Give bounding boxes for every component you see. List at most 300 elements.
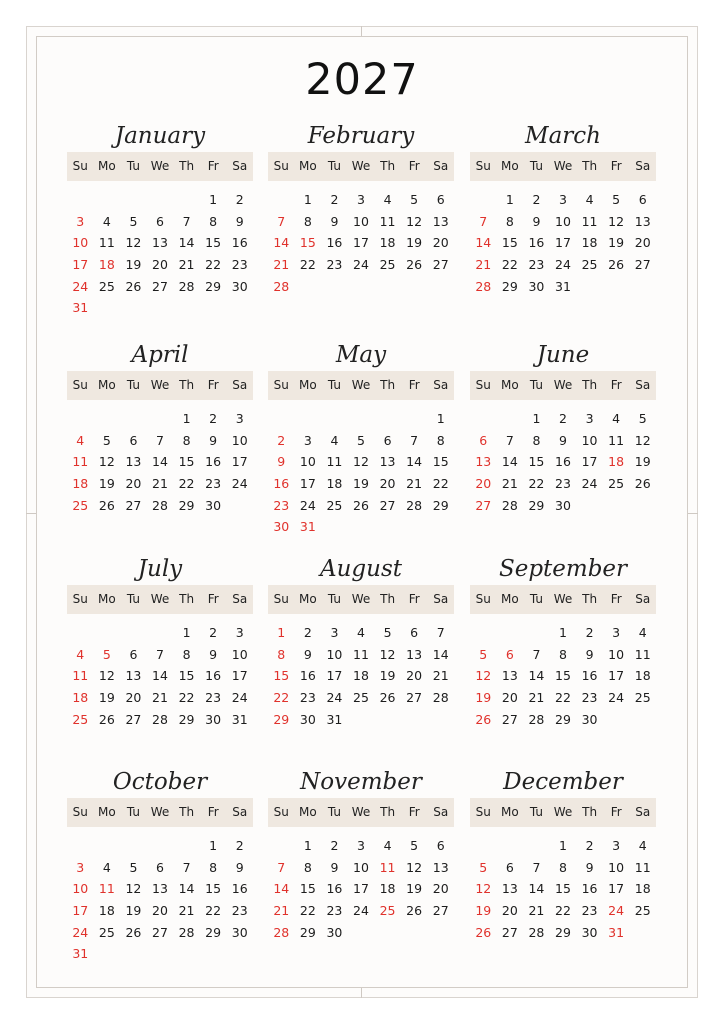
day-cell: 25: [98, 924, 115, 940]
weekday-label: Fr: [610, 592, 622, 606]
day-cell: 16: [581, 668, 598, 684]
day-cell: 6: [638, 192, 647, 207]
empty-cell: [348, 408, 375, 430]
weekday-label: We: [351, 378, 371, 392]
day-cell: 20: [432, 235, 449, 251]
day-cell: 23: [273, 497, 290, 513]
day-cell: 3: [76, 859, 85, 875]
day-cell: 21: [475, 257, 492, 273]
day-cell: 18: [634, 668, 651, 684]
day-cell: 21: [178, 257, 195, 273]
day-cell: 25: [634, 690, 651, 706]
empty-cell: [94, 408, 121, 430]
day-cell: 14: [273, 881, 290, 897]
day-cell: 19: [608, 235, 625, 251]
day-cell: 26: [353, 497, 369, 513]
day-cell: 19: [98, 690, 115, 706]
day-cell: 29: [432, 497, 449, 513]
day-cell: 6: [505, 646, 514, 662]
weekday-label: Mo: [299, 592, 317, 606]
weekday-label: Th: [582, 378, 598, 392]
month-name: April: [131, 342, 189, 368]
day-cell: 26: [125, 924, 142, 940]
day-cell: 7: [410, 432, 419, 448]
day-cell: 9: [235, 213, 244, 229]
day-cell: 30: [326, 924, 343, 940]
empty-cell: [268, 408, 295, 430]
weekday-label: Sa: [232, 592, 248, 606]
day-cell: 12: [406, 859, 423, 875]
day-cell: 5: [410, 838, 419, 853]
weekday-label: We: [553, 592, 573, 606]
day-cell: 10: [326, 646, 343, 662]
empty-cell: [470, 189, 497, 211]
day-cell: 28: [178, 278, 195, 294]
day-cell: 2: [532, 192, 541, 207]
day-cell: 21: [273, 903, 290, 919]
weekday-label: Tu: [126, 805, 140, 819]
weekday-label: Tu: [126, 159, 140, 173]
empty-cell: [147, 408, 174, 430]
day-cell: 31: [299, 519, 316, 535]
weekday-label: Sa: [635, 805, 651, 819]
weekday-label: We: [150, 592, 170, 606]
month-name: October: [112, 769, 208, 795]
empty-cell: [497, 835, 524, 857]
day-cell: 2: [303, 625, 312, 640]
weekday-label: Fr: [207, 378, 219, 392]
day-cell: 26: [98, 711, 115, 727]
border-tick: [361, 988, 362, 998]
day-cell: 9: [585, 859, 594, 875]
empty-cell: [94, 622, 121, 644]
day-cell: 30: [205, 711, 222, 727]
weekday-label: Sa: [433, 159, 449, 173]
day-cell: 13: [152, 235, 168, 251]
day-cell: 5: [357, 432, 365, 448]
day-cell: 15: [299, 881, 316, 897]
day-cell: 27: [634, 257, 651, 273]
day-cell: 7: [156, 646, 164, 662]
day-cell: 24: [72, 924, 89, 940]
day-cell: 19: [353, 476, 369, 492]
days-grid: [268, 189, 454, 297]
day-cell: 4: [102, 859, 111, 875]
day-cell: 9: [235, 859, 244, 875]
day-cell: 17: [72, 257, 89, 273]
day-cell: 25: [72, 711, 89, 727]
day-cell: 13: [501, 668, 518, 684]
month-name: September: [498, 556, 628, 582]
day-cell: 22: [528, 476, 545, 492]
weekday-label: Tu: [327, 805, 341, 819]
day-cell: 30: [299, 711, 316, 727]
day-cell: 23: [326, 903, 343, 919]
weekday-label: Fr: [610, 378, 622, 392]
empty-cell: [94, 835, 121, 857]
day-cell: 11: [379, 213, 396, 229]
day-cell: 11: [634, 646, 651, 662]
day-cell: 21: [152, 476, 168, 492]
empty-cell: [470, 622, 497, 644]
day-cell: 18: [98, 903, 115, 919]
day-cell: 25: [634, 903, 651, 919]
day-cell: 28: [152, 711, 168, 727]
day-cell: 28: [528, 711, 545, 727]
day-cell: 18: [379, 881, 396, 897]
day-cell: 12: [98, 668, 115, 684]
weekday-label: Su: [273, 592, 289, 606]
weekday-header: [470, 152, 656, 181]
day-cell: 26: [634, 476, 651, 492]
day-cell: 20: [125, 690, 142, 706]
day-cell: 23: [231, 257, 248, 273]
weekday-label: We: [351, 159, 371, 173]
day-cell: 15: [178, 668, 195, 684]
day-cell: 9: [209, 432, 218, 448]
day-cell: 12: [406, 213, 423, 229]
weekday-label: Su: [475, 159, 491, 173]
day-cell: 14: [528, 668, 545, 684]
day-cell: 31: [72, 946, 89, 962]
day-cell: 7: [532, 859, 541, 875]
day-cell: 24: [353, 903, 369, 919]
weekday-label: Mo: [299, 378, 317, 392]
day-cell: 23: [205, 476, 222, 492]
day-cell: 20: [125, 476, 142, 492]
day-cell: 1: [277, 625, 286, 640]
day-cell: 27: [152, 278, 168, 294]
day-cell: 28: [528, 924, 545, 940]
day-cell: 11: [379, 859, 396, 875]
weekday-label: Th: [380, 805, 396, 819]
day-cell: 4: [383, 838, 392, 853]
day-cell: 1: [182, 411, 191, 426]
day-cell: 17: [353, 235, 369, 251]
day-cell: 19: [125, 903, 142, 919]
day-cell: 3: [235, 411, 244, 426]
day-cell: 29: [205, 924, 222, 940]
empty-cell: [67, 189, 94, 211]
day-cell: 23: [581, 903, 598, 919]
day-cell: 31: [555, 278, 571, 294]
weekday-label: We: [553, 378, 573, 392]
day-cell: 17: [231, 668, 248, 684]
day-cell: 11: [72, 454, 89, 470]
weekday-label: Tu: [529, 805, 543, 819]
day-cell: 6: [479, 432, 488, 448]
day-cell: 22: [555, 903, 571, 919]
day-cell: 16: [555, 454, 571, 470]
day-cell: 29: [205, 278, 222, 294]
day-cell: 28: [406, 497, 423, 513]
day-cell: 4: [612, 411, 621, 426]
days-grid: [268, 835, 454, 943]
day-cell: 2: [235, 838, 244, 853]
day-cell: 24: [326, 690, 343, 706]
weekday-label: We: [150, 805, 170, 819]
day-cell: 17: [231, 454, 248, 470]
day-cell: 1: [532, 411, 541, 426]
weekday-label: Su: [273, 378, 289, 392]
day-cell: 16: [205, 668, 222, 684]
day-cell: 7: [277, 213, 286, 229]
day-cell: 3: [559, 192, 567, 207]
day-cell: 18: [72, 476, 89, 492]
day-cell: 23: [299, 690, 316, 706]
weekday-label: Fr: [207, 592, 219, 606]
day-cell: 4: [357, 625, 365, 640]
day-cell: 16: [273, 476, 290, 492]
days-grid: [268, 408, 454, 538]
month-name: January: [114, 123, 206, 149]
day-cell: 25: [379, 257, 396, 273]
day-cell: 30: [581, 924, 598, 940]
empty-cell: [67, 622, 94, 644]
day-cell: 8: [532, 432, 541, 448]
day-cell: 31: [231, 711, 248, 727]
empty-cell: [67, 408, 94, 430]
weekday-label: Sa: [433, 805, 449, 819]
weekday-label: Fr: [408, 805, 420, 819]
weekday-label: Sa: [635, 159, 651, 173]
day-cell: 22: [555, 690, 571, 706]
day-cell: 31: [608, 924, 625, 940]
day-cell: 8: [505, 213, 514, 229]
day-cell: 1: [505, 192, 514, 207]
day-cell: 9: [532, 213, 541, 229]
days-grid: [470, 622, 656, 730]
day-cell: 10: [608, 859, 625, 875]
day-cell: 29: [273, 711, 290, 727]
day-cell: 16: [326, 235, 343, 251]
weekday-label: Mo: [501, 592, 519, 606]
weekday-label: Su: [72, 378, 88, 392]
weekday-label: Mo: [299, 805, 317, 819]
day-cell: 16: [326, 881, 343, 897]
days-grid: [67, 189, 253, 319]
month-name: March: [525, 123, 601, 149]
day-cell: 6: [156, 859, 164, 875]
day-cell: 17: [326, 668, 343, 684]
day-cell: 20: [379, 476, 396, 492]
weekday-label: Fr: [207, 805, 219, 819]
day-cell: 8: [303, 859, 312, 875]
day-cell: 30: [231, 278, 248, 294]
day-cell: 29: [178, 711, 195, 727]
day-cell: 9: [303, 646, 312, 662]
weekday-label: Mo: [98, 592, 116, 606]
empty-cell: [67, 835, 94, 857]
weekday-label: Fr: [408, 378, 420, 392]
day-cell: 5: [410, 192, 419, 207]
day-cell: 9: [559, 432, 567, 448]
weekday-label: Fr: [207, 159, 219, 173]
day-cell: 22: [205, 903, 222, 919]
day-cell: 13: [475, 454, 492, 470]
day-cell: 3: [612, 625, 621, 640]
day-cell: 13: [125, 454, 142, 470]
day-cell: 2: [235, 192, 244, 207]
day-cell: 5: [638, 411, 647, 426]
day-cell: 23: [205, 690, 222, 706]
day-cell: 27: [125, 497, 142, 513]
day-cell: 17: [608, 668, 625, 684]
day-cell: 5: [102, 646, 111, 662]
empty-cell: [295, 408, 322, 430]
day-cell: 30: [528, 278, 545, 294]
days-grid: [67, 622, 253, 730]
day-cell: 26: [608, 257, 625, 273]
day-cell: 29: [501, 278, 518, 294]
weekday-label: Sa: [635, 378, 651, 392]
day-cell: 8: [559, 646, 567, 662]
day-cell: 28: [432, 690, 449, 706]
day-cell: 3: [612, 838, 621, 853]
day-cell: 24: [555, 257, 571, 273]
day-cell: 2: [585, 625, 594, 640]
day-cell: 27: [379, 497, 396, 513]
day-cell: 13: [432, 859, 449, 875]
day-cell: 14: [501, 454, 518, 470]
day-cell: 1: [436, 411, 445, 426]
day-cell: 11: [98, 881, 115, 897]
day-cell: 22: [205, 257, 222, 273]
day-cell: 11: [634, 859, 651, 875]
day-cell: 14: [432, 646, 449, 662]
day-cell: 19: [475, 903, 492, 919]
empty-cell: [268, 835, 295, 857]
day-cell: 5: [383, 625, 392, 640]
weekday-label: Su: [475, 805, 491, 819]
weekday-label: Tu: [529, 159, 543, 173]
day-cell: 10: [231, 646, 248, 662]
day-cell: 15: [501, 235, 518, 251]
day-cell: 23: [581, 690, 598, 706]
day-cell: 24: [231, 476, 248, 492]
day-cell: 2: [585, 838, 594, 853]
weekday-label: Su: [72, 592, 88, 606]
day-cell: 18: [353, 668, 369, 684]
day-cell: 7: [156, 432, 164, 448]
day-cell: 13: [379, 454, 396, 470]
day-cell: 13: [634, 213, 651, 229]
day-cell: 23: [555, 476, 571, 492]
day-cell: 17: [555, 235, 571, 251]
day-cell: 19: [475, 690, 492, 706]
day-cell: 30: [555, 497, 571, 513]
day-cell: 12: [475, 881, 492, 897]
weekday-label: Tu: [327, 378, 341, 392]
day-cell: 11: [608, 432, 625, 448]
weekday-label: Mo: [501, 378, 519, 392]
weekday-label: Su: [72, 159, 88, 173]
day-cell: 26: [406, 903, 423, 919]
day-cell: 10: [231, 432, 248, 448]
day-cell: 23: [528, 257, 545, 273]
day-cell: 15: [178, 454, 195, 470]
day-cell: 18: [379, 235, 396, 251]
day-cell: 28: [501, 497, 518, 513]
day-cell: 14: [178, 235, 195, 251]
weekday-header: [67, 798, 253, 827]
empty-cell: [470, 408, 497, 430]
weekday-label: Th: [380, 592, 396, 606]
day-cell: 13: [432, 213, 449, 229]
empty-cell: [523, 622, 550, 644]
weekday-label: Th: [380, 159, 396, 173]
day-cell: 9: [277, 454, 286, 470]
weekday-label: Mo: [299, 159, 317, 173]
day-cell: 10: [581, 432, 598, 448]
day-cell: 28: [152, 497, 168, 513]
day-cell: 21: [178, 903, 195, 919]
day-cell: 22: [432, 476, 449, 492]
weekday-header: [268, 152, 454, 181]
day-cell: 14: [273, 235, 290, 251]
day-cell: 11: [72, 668, 89, 684]
day-cell: 31: [326, 711, 343, 727]
day-cell: 24: [608, 690, 625, 706]
day-cell: 5: [479, 859, 488, 875]
day-cell: 26: [406, 257, 423, 273]
month-name: December: [503, 769, 623, 795]
year-title: 2027: [305, 55, 419, 105]
month-name: February: [307, 123, 415, 149]
day-cell: 2: [277, 432, 286, 448]
day-cell: 8: [182, 646, 191, 662]
day-cell: 14: [152, 668, 168, 684]
day-cell: 1: [559, 838, 567, 853]
day-cell: 1: [303, 838, 312, 853]
day-cell: 21: [273, 257, 290, 273]
empty-cell: [321, 408, 348, 430]
day-cell: 13: [125, 668, 142, 684]
weekday-label: Sa: [433, 592, 449, 606]
day-cell: 18: [326, 476, 343, 492]
day-cell: 4: [76, 432, 85, 448]
day-cell: 7: [436, 625, 445, 640]
day-cell: 21: [432, 668, 449, 684]
weekday-label: Th: [380, 378, 396, 392]
day-cell: 20: [152, 257, 168, 273]
weekday-label: Tu: [126, 592, 140, 606]
day-cell: 25: [326, 497, 343, 513]
day-cell: 3: [357, 838, 365, 853]
weekday-header: [268, 371, 454, 400]
day-cell: 11: [326, 454, 343, 470]
day-cell: 24: [231, 690, 248, 706]
day-cell: 19: [634, 454, 651, 470]
day-cell: 21: [406, 476, 423, 492]
day-cell: 13: [501, 881, 518, 897]
day-cell: 26: [125, 278, 142, 294]
day-cell: 3: [76, 213, 85, 229]
day-cell: 27: [501, 711, 518, 727]
days-grid: [470, 835, 656, 943]
day-cell: 5: [612, 192, 621, 207]
day-cell: 22: [299, 903, 316, 919]
empty-cell: [173, 189, 200, 211]
weekday-label: Mo: [98, 805, 116, 819]
empty-cell: [120, 408, 147, 430]
day-cell: 28: [178, 924, 195, 940]
day-cell: 7: [182, 213, 191, 229]
day-cell: 2: [330, 192, 339, 207]
day-cell: 14: [406, 454, 423, 470]
day-cell: 14: [475, 235, 492, 251]
weekday-header: [470, 371, 656, 400]
